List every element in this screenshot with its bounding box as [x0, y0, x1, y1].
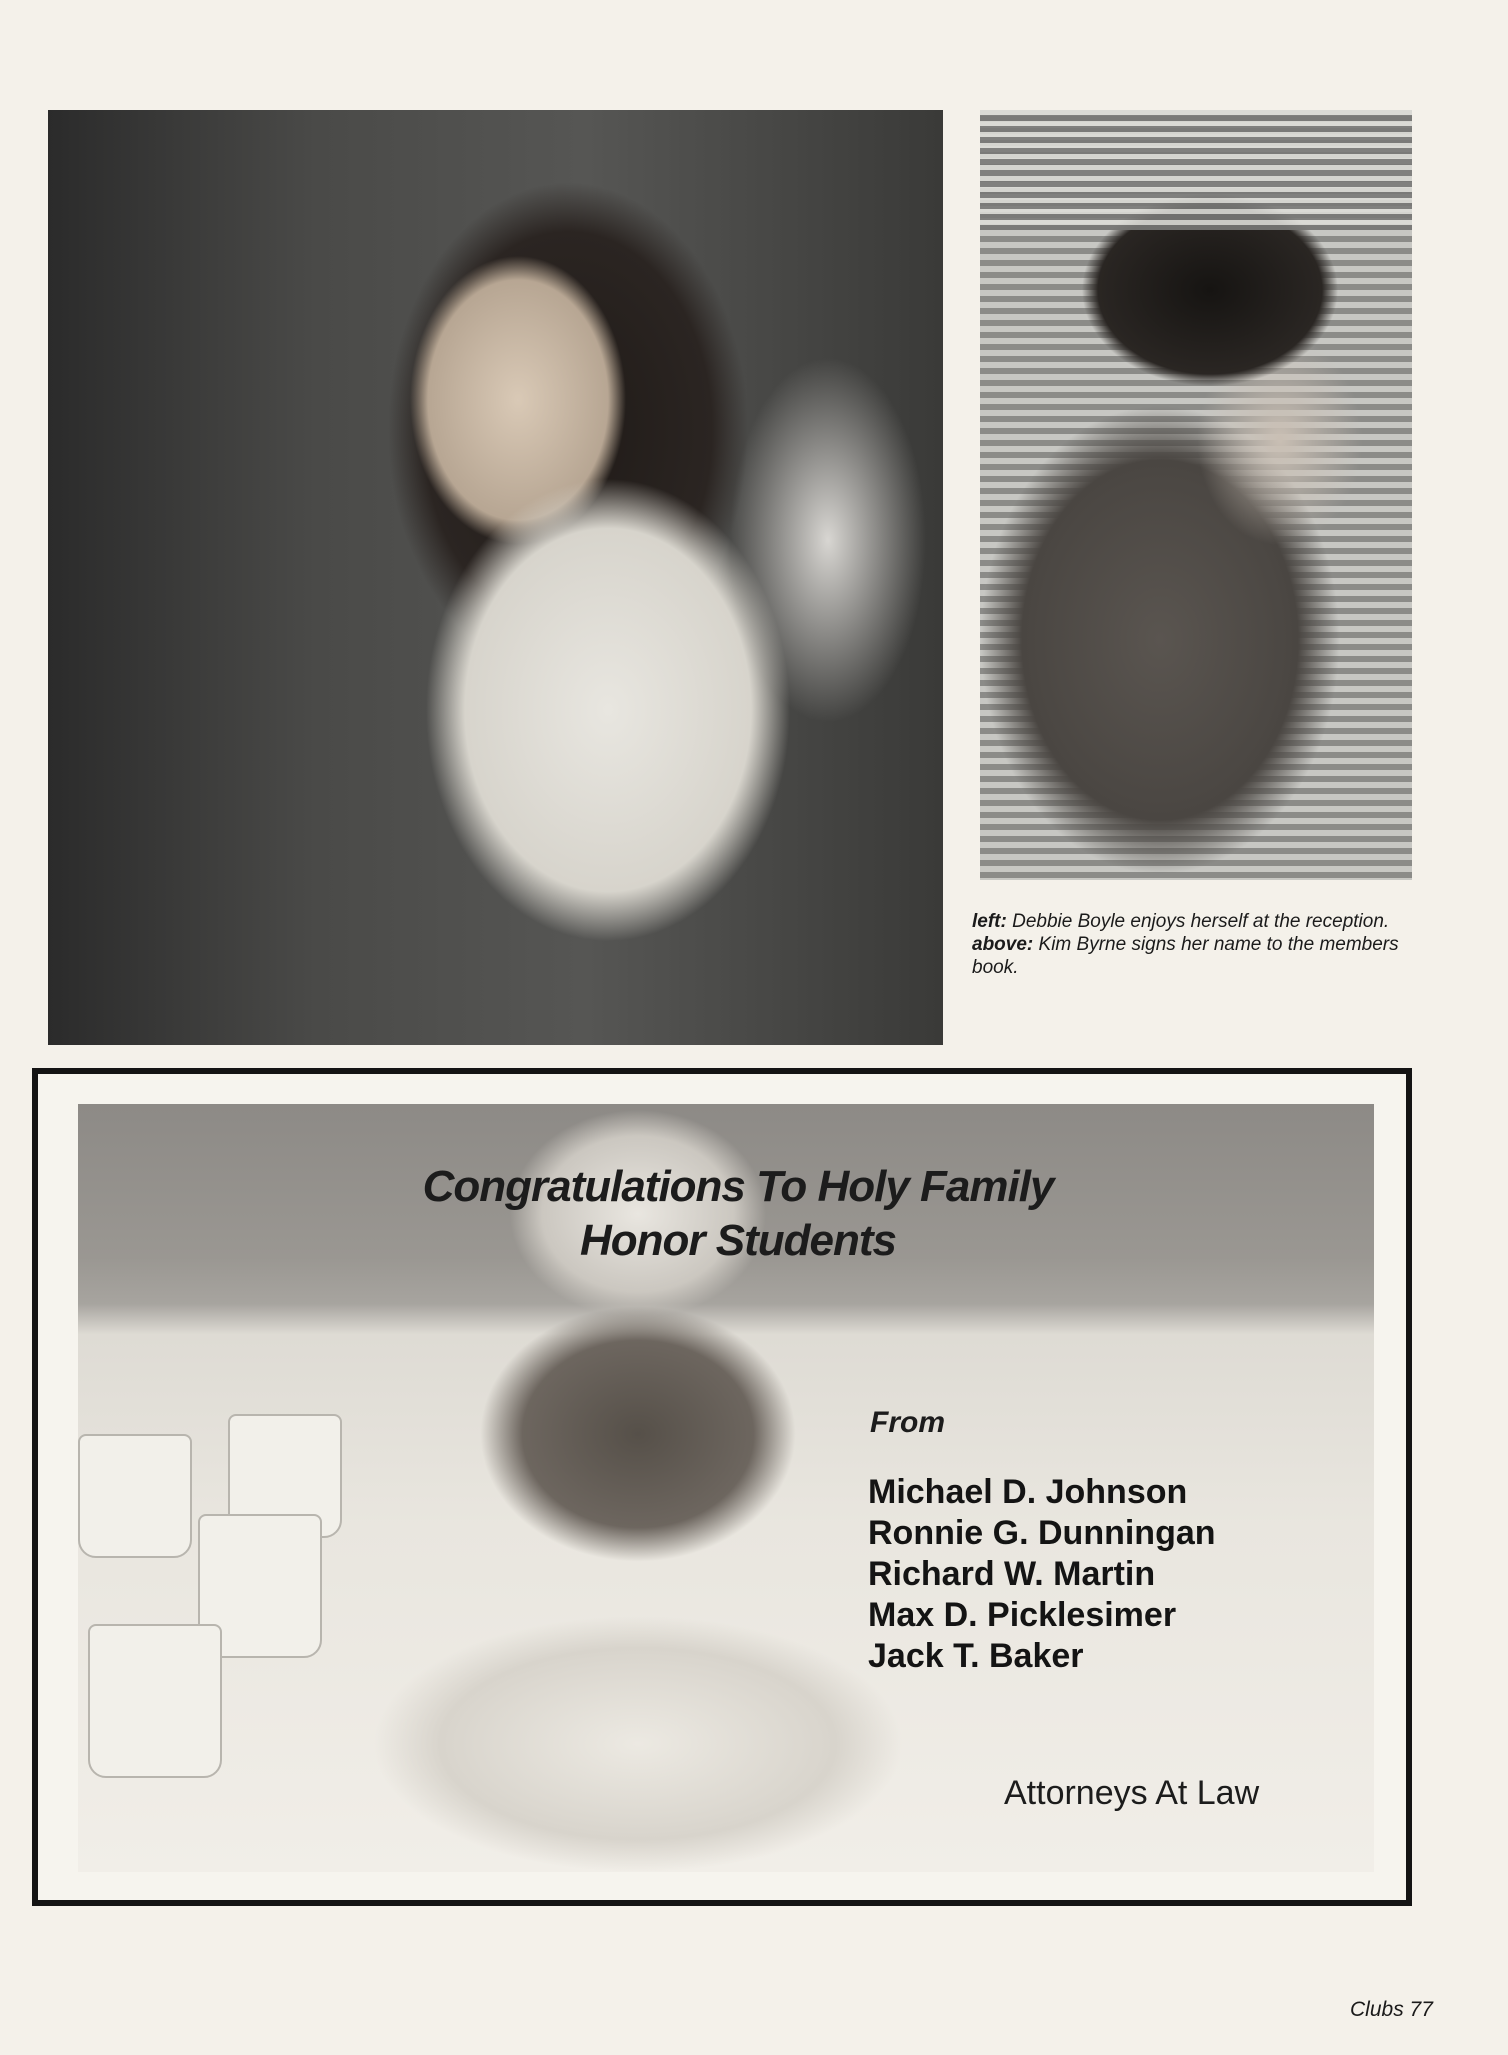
advertisement-headline — [418, 1160, 1058, 1268]
advertisement-box — [32, 1068, 1412, 1906]
caption-above-text: Kim Byrne signs her name to the members book. — [972, 934, 1399, 978]
headline-line-1: Congratulations To Holy Family — [422, 1162, 1054, 1211]
photo-caption — [972, 910, 1412, 979]
attorney-name: Ronnie G. Dunningan — [868, 1514, 1216, 1552]
cup-1 — [78, 1434, 192, 1558]
caption-left-text: Debbie Boyle enjoys herself at the reception. — [1012, 911, 1390, 932]
attorney-name: Max D. Picklesimer — [868, 1596, 1177, 1634]
attorney-name: Richard W. Martin — [868, 1555, 1156, 1593]
headline-line-2: Honor Students — [580, 1216, 896, 1265]
caption-left — [972, 910, 1412, 933]
page-footer: Clubs 77 — [1350, 1998, 1433, 2021]
photo-kim-byrne — [980, 110, 1412, 880]
caption-above-label: above: — [972, 934, 1034, 955]
advertisement-photo — [78, 1104, 1374, 1872]
attorney-names — [868, 1472, 1216, 1677]
window-blinds — [980, 110, 1412, 230]
photo-debbie-boyle — [48, 110, 943, 1045]
attorneys-tagline: Attorneys At Law — [1004, 1774, 1260, 1812]
caption-above — [972, 933, 1412, 979]
cup-4 — [88, 1624, 222, 1778]
caption-left-label: left: — [972, 911, 1007, 932]
from-label: From — [870, 1406, 945, 1439]
attorney-name: Jack T. Baker — [868, 1637, 1084, 1675]
attorney-name: Michael D. Johnson — [868, 1473, 1188, 1511]
